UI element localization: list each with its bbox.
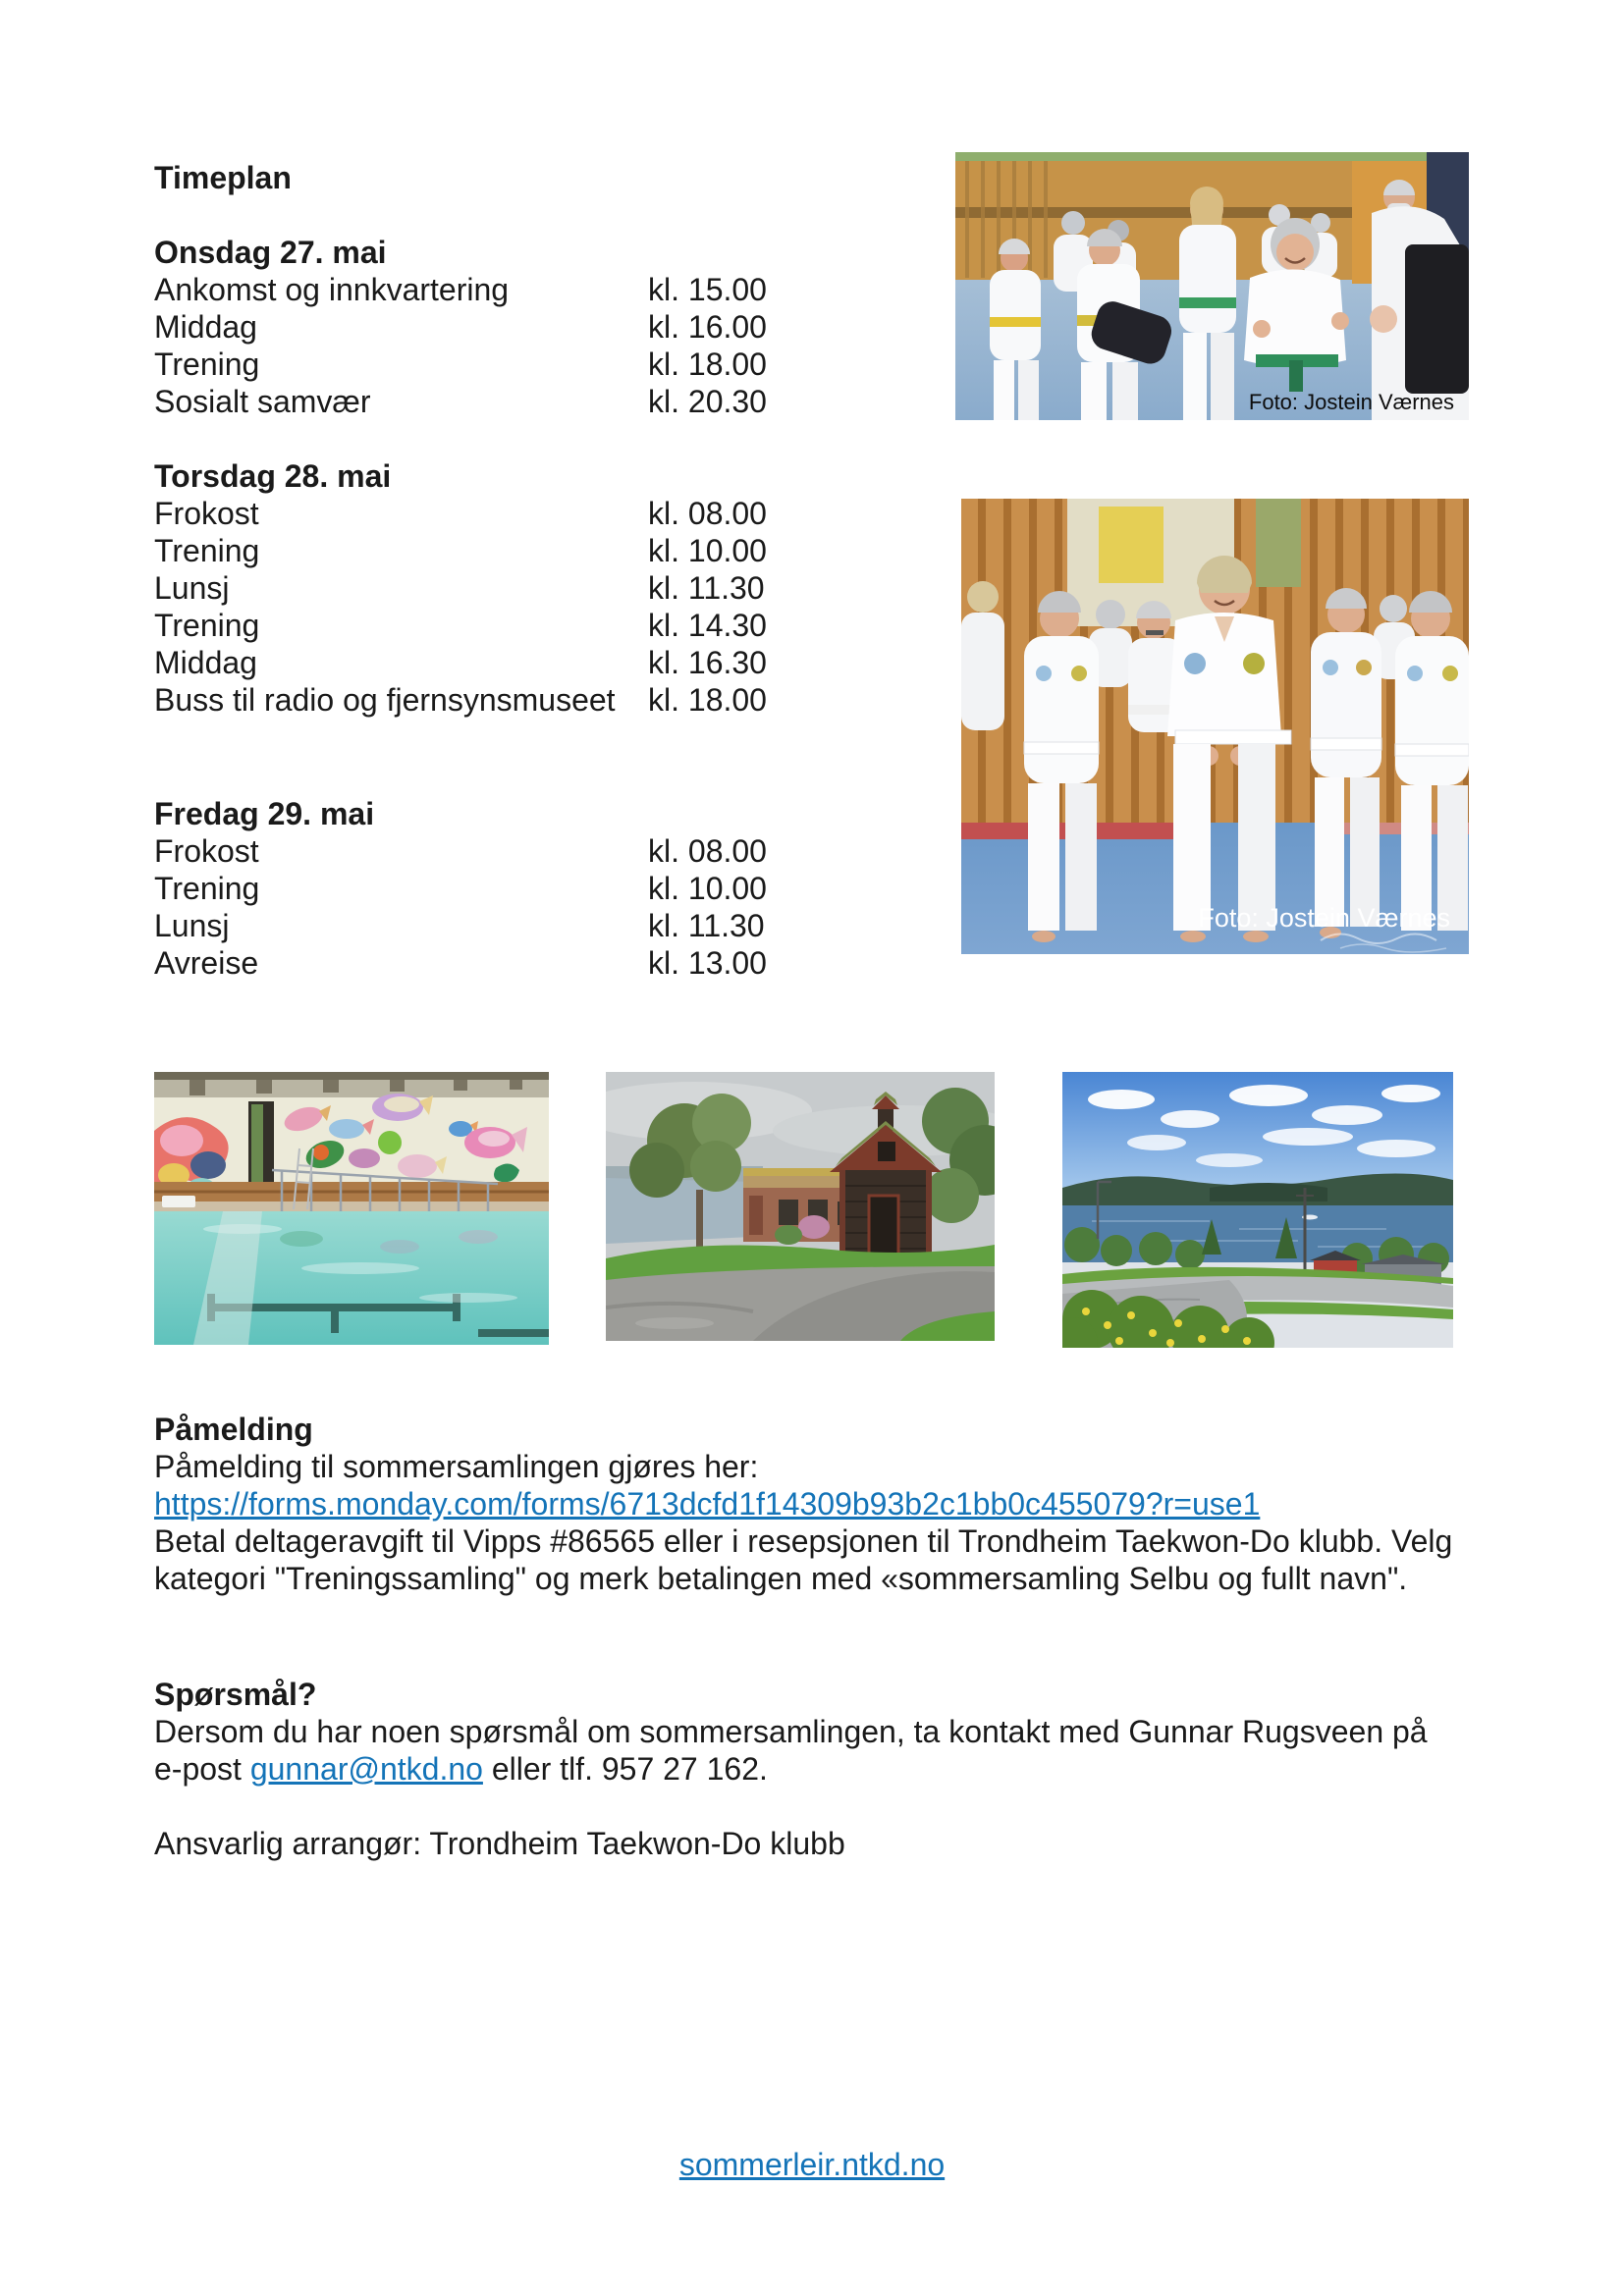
photo-credit: Foto: Jostein Værnes <box>1248 390 1454 414</box>
payment-instructions-line1: Betal deltageravgift til Vipps #86565 eller i resepsjonen til Trondheim Taekwon-Do klubb. Velg <box>154 1523 1453 1559</box>
schedule-row <box>154 944 861 982</box>
photo-swimming-pool <box>154 1072 549 1345</box>
contact-prefix: e-post <box>154 1751 250 1787</box>
schedule-row <box>154 308 861 346</box>
schedule-row <box>154 607 861 644</box>
schedule-row <box>154 346 861 383</box>
activity-label: Sosialt samvær <box>154 384 371 419</box>
activity-label: Trening <box>154 608 260 643</box>
photo-credit: Foto: Jostein Værnes <box>1198 903 1450 933</box>
activity-label: Buss til radio og fjernsynsmuseet <box>154 682 616 718</box>
photo-museum-building <box>606 1072 995 1341</box>
schedule-row <box>154 644 861 681</box>
schedule-row <box>154 532 861 569</box>
activity-time: kl. 11.30 <box>648 908 765 943</box>
schedule-row <box>154 271 861 308</box>
schedule-row <box>154 569 861 607</box>
registration-form-link[interactable]: https://forms.monday.com/forms/6713dcfd1f14309b93b2c1bb0c455079?r=use1 <box>154 1486 1261 1522</box>
photo-training-action <box>955 152 1469 420</box>
registration-heading: Påmelding <box>154 1412 313 1447</box>
activity-label: Trening <box>154 871 260 906</box>
photo-lake-view <box>1062 1072 1453 1348</box>
email-link[interactable]: gunnar@ntkd.no <box>249 1751 483 1787</box>
activity-label: Trening <box>154 347 260 382</box>
questions-line1: Dersom du har noen spørsmål om sommersamlingen, ta kontakt med Gunnar Rugsveen på <box>154 1714 1428 1749</box>
questions-heading: Spørsmål? <box>154 1677 317 1712</box>
activity-time: kl. 11.30 <box>648 570 765 606</box>
organizer-line: Ansvarlig arrangør: Trondheim Taekwon-Do klubb <box>154 1826 845 1861</box>
day-heading: Fredag 29. mai <box>154 796 375 831</box>
registration-section <box>154 1411 1480 1597</box>
page-footer <box>0 2146 1624 2183</box>
page-title: Timeplan <box>154 160 292 195</box>
activity-time: kl. 20.30 <box>648 384 767 419</box>
footer-site-link[interactable]: sommerleir.ntkd.no <box>678 2147 946 2182</box>
activity-time: kl. 18.00 <box>648 347 767 382</box>
activity-label: Lunsj <box>154 908 230 943</box>
questions-line2 <box>154 1750 1480 1788</box>
activity-label: Frokost <box>154 496 259 531</box>
schedule-row <box>154 383 861 420</box>
activity-label: Frokost <box>154 833 259 869</box>
activity-label: Trening <box>154 533 260 568</box>
activity-time: kl. 18.00 <box>648 682 767 718</box>
schedule-row <box>154 495 861 532</box>
photo-training-row <box>961 499 1469 954</box>
contact-suffix: eller tlf. 957 27 162. <box>482 1751 768 1787</box>
activity-label: Middag <box>154 645 257 680</box>
schedule-row <box>154 681 861 719</box>
activity-label: Ankomst og innkvartering <box>154 272 510 307</box>
activity-time: kl. 10.00 <box>648 533 767 568</box>
activity-time: kl. 16.30 <box>648 645 767 680</box>
activity-time: kl. 10.00 <box>648 871 767 906</box>
registration-intro: Påmelding til sommersamlingen gjøres her: <box>154 1449 759 1484</box>
activity-time: kl. 14.30 <box>648 608 767 643</box>
day-block-torsdag <box>154 457 861 719</box>
activity-time: kl. 08.00 <box>648 496 767 531</box>
schedule-row <box>154 832 861 870</box>
activity-label: Middag <box>154 309 257 345</box>
day-block-onsdag <box>154 234 861 420</box>
day-heading: Torsdag 28. mai <box>154 458 392 494</box>
schedule-row <box>154 870 861 907</box>
schedule-section <box>154 159 861 982</box>
activity-label: Lunsj <box>154 570 230 606</box>
schedule-row <box>154 907 861 944</box>
activity-time: kl. 15.00 <box>648 272 767 307</box>
day-block-fredag <box>154 795 861 982</box>
payment-instructions-line2: kategori "Treningssamling" og merk betalingen med «sommersamling Selbu og fullt navn". <box>154 1561 1408 1596</box>
activity-label: Avreise <box>154 945 259 981</box>
activity-time: kl. 13.00 <box>648 945 767 981</box>
questions-section <box>154 1676 1480 1862</box>
day-heading: Onsdag 27. mai <box>154 235 387 270</box>
activity-time: kl. 08.00 <box>648 833 767 869</box>
activity-time: kl. 16.00 <box>648 309 767 345</box>
